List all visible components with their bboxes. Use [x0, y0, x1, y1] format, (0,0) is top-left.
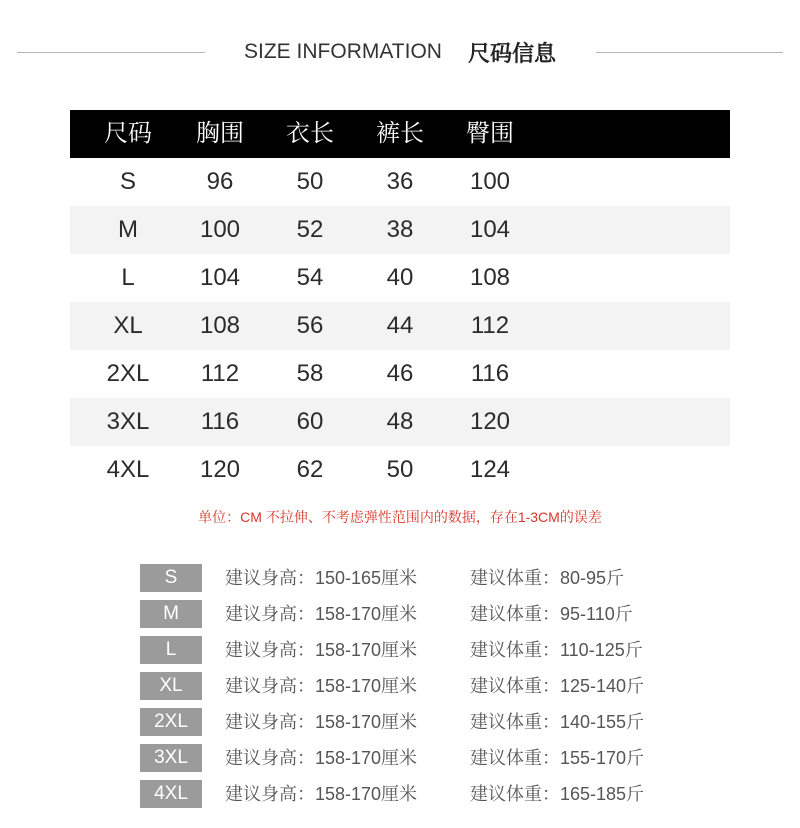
cell-hip: 112	[470, 312, 510, 339]
cell-chest: 100	[199, 216, 241, 243]
suggested-weight	[470, 780, 644, 808]
suggested-height-value: 158-170厘米	[315, 784, 418, 804]
suggested-height-value: 158-170厘米	[315, 712, 418, 732]
header-cell-top-length: 衣长	[286, 120, 334, 147]
cell-top-length: 50	[296, 168, 324, 195]
recommendation-row	[0, 564, 800, 592]
suggested-height	[225, 780, 417, 808]
suggested-height-label: 建议身高：	[225, 568, 315, 588]
suggested-weight	[470, 564, 624, 592]
suggested-weight-value: 95-110斤	[560, 604, 633, 624]
size-table	[70, 110, 730, 494]
cell-pants-length: 46	[386, 360, 414, 387]
recommendation-row	[0, 708, 800, 736]
table-row	[70, 350, 730, 398]
header-cell-pants-length: 裤长	[376, 120, 424, 147]
suggested-weight-value: 80-95斤	[560, 568, 625, 588]
header-cell-chest: 胸围	[196, 120, 244, 147]
recommendation-row	[0, 600, 800, 628]
title-english: SIZE INFORMATION	[244, 40, 442, 63]
title-divider-right	[596, 52, 783, 53]
suggested-height-label: 建议身高：	[225, 640, 315, 660]
size-badge: M	[140, 600, 202, 628]
suggested-height-value: 158-170厘米	[315, 676, 418, 696]
suggested-weight-label: 建议体重：	[470, 640, 560, 660]
table-row	[70, 254, 730, 302]
suggested-height-value: 150-165厘米	[315, 568, 418, 588]
cell-size: XL	[113, 312, 143, 339]
cell-pants-length: 48	[386, 408, 414, 435]
suggested-height-label: 建议身高：	[225, 604, 315, 624]
recommendation-row	[0, 672, 800, 700]
cell-size: S	[119, 168, 136, 195]
suggested-weight	[470, 636, 643, 664]
size-badge: XL	[140, 672, 202, 700]
cell-pants-length: 38	[386, 216, 414, 243]
suggested-height-label: 建议身高：	[225, 676, 315, 696]
table-row	[70, 446, 730, 494]
table-row	[70, 398, 730, 446]
recommendation-row	[0, 744, 800, 772]
table-row	[70, 158, 730, 206]
recommendation-list	[0, 564, 800, 816]
cell-size: M	[118, 216, 138, 243]
cell-chest: 108	[199, 312, 241, 339]
suggested-height	[225, 564, 417, 592]
cell-size: 3XL	[106, 408, 150, 435]
suggested-weight	[470, 708, 644, 736]
suggested-weight-value: 140-155斤	[560, 712, 645, 732]
suggested-height-value: 158-170厘米	[315, 748, 418, 768]
suggested-height-label: 建议身高：	[225, 712, 315, 732]
cell-chest: 96	[206, 168, 234, 195]
cell-top-length: 60	[296, 408, 324, 435]
cell-hip: 104	[469, 216, 511, 243]
table-row	[70, 206, 730, 254]
cell-top-length: 62	[296, 456, 324, 483]
suggested-weight-value: 125-140斤	[560, 676, 645, 696]
suggested-weight-label: 建议体重：	[470, 784, 560, 804]
suggested-height-value: 158-170厘米	[315, 604, 418, 624]
suggested-weight-label: 建议体重：	[470, 568, 560, 588]
cell-size: 4XL	[106, 456, 150, 483]
suggested-height	[225, 708, 417, 736]
title-chinese: 尺码信息	[467, 40, 556, 66]
cell-pants-length: 50	[386, 456, 414, 483]
cell-top-length: 54	[296, 264, 324, 291]
table-row	[70, 302, 730, 350]
cell-pants-length: 40	[386, 264, 414, 291]
suggested-weight	[470, 600, 633, 628]
cell-chest: 104	[199, 264, 241, 291]
suggested-weight	[470, 744, 644, 772]
cell-top-length: 56	[296, 312, 324, 339]
cell-pants-length: 36	[386, 168, 414, 195]
suggested-weight-label: 建议体重：	[470, 712, 560, 732]
suggested-weight-value: 165-185斤	[560, 784, 645, 804]
suggested-height-label: 建议身高：	[225, 784, 315, 804]
suggested-weight-label: 建议体重：	[470, 748, 560, 768]
cell-chest: 112	[200, 360, 240, 387]
cell-hip: 116	[470, 360, 510, 387]
cell-hip: 100	[469, 168, 511, 195]
page-title	[210, 36, 590, 68]
cell-hip: 108	[469, 264, 511, 291]
suggested-weight-label: 建议体重：	[470, 676, 560, 696]
suggested-height	[225, 672, 417, 700]
title-divider-left	[17, 52, 205, 53]
suggested-weight	[470, 672, 644, 700]
suggested-height	[225, 744, 417, 772]
cell-chest: 116	[200, 408, 240, 435]
cell-top-length: 52	[296, 216, 324, 243]
suggested-height-label: 建议身高：	[225, 748, 315, 768]
recommendation-row	[0, 636, 800, 664]
cell-size: L	[121, 264, 135, 291]
recommendation-row	[0, 780, 800, 808]
size-badge: 4XL	[140, 780, 202, 808]
suggested-height	[225, 636, 417, 664]
size-badge: S	[140, 564, 202, 592]
cell-pants-length: 44	[386, 312, 414, 339]
header-cell-hip: 臀围	[466, 120, 514, 147]
size-badge: 2XL	[140, 708, 202, 736]
size-badge: L	[140, 636, 202, 664]
suggested-weight-value: 155-170斤	[560, 748, 645, 768]
table-header-row	[70, 110, 730, 158]
suggested-weight-label: 建议体重：	[470, 604, 560, 624]
header-cell-size: 尺码	[104, 120, 152, 147]
cell-hip: 124	[469, 456, 511, 483]
size-badge: 3XL	[140, 744, 202, 772]
cell-size: 2XL	[106, 360, 150, 387]
cell-chest: 120	[199, 456, 241, 483]
cell-top-length: 58	[296, 360, 324, 387]
suggested-weight-value: 110-125斤	[560, 640, 643, 660]
suggested-height-value: 158-170厘米	[315, 640, 418, 660]
measurement-note: 单位：CM 不拉伸、不考虑弹性范围内的数据，存在1-3CM的误差	[198, 509, 602, 525]
suggested-height	[225, 600, 417, 628]
cell-hip: 120	[469, 408, 511, 435]
